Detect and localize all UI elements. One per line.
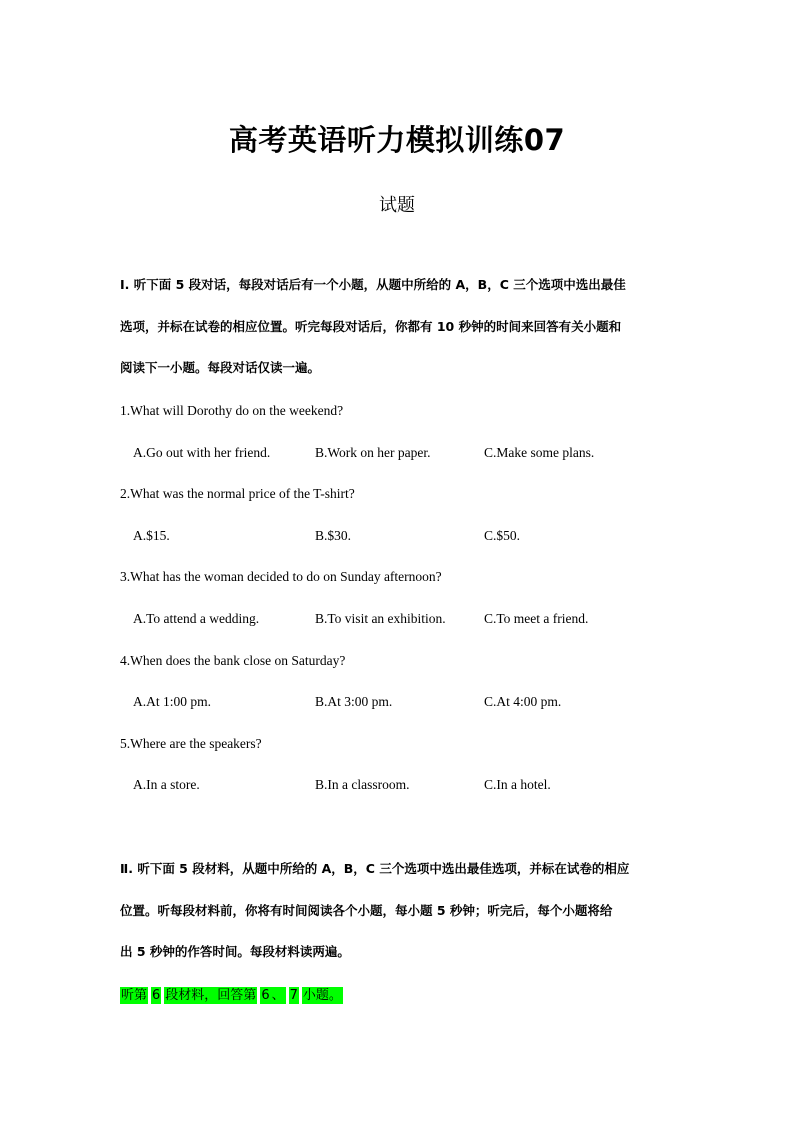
prompt-text: 听第	[121, 988, 148, 1003]
question-3: 3.What has the woman decided to do on Sunday afternoon?	[120, 569, 442, 584]
prompt-separator: 、	[271, 988, 285, 1003]
option-b: B.Work on her paper.	[315, 445, 431, 460]
option-a: A.At 1:00 pm.	[133, 694, 212, 709]
instruction-line: 选项，并标在试卷的相应位置。听完每段对话后，你都有 10 秒钟的时间来回答有关小题和	[120, 318, 622, 334]
question-2: 2.What was the normal price of the T-shirt?	[120, 486, 355, 501]
option-c: C.In a hotel.	[484, 777, 551, 792]
option-b: B.At 3:00 pm.	[315, 694, 393, 709]
option-c: C.$50.	[484, 528, 521, 543]
option-c: C.At 4:00 pm.	[484, 694, 562, 709]
option-c: C.To meet a friend.	[484, 611, 589, 626]
prompt-number: 6	[152, 988, 161, 1003]
question-5: 5.Where are the speakers?	[120, 736, 262, 751]
option-a: A.Go out with her friend.	[133, 445, 271, 460]
option-a: A.$15.	[133, 528, 170, 543]
option-a: A.In a store.	[133, 777, 200, 792]
instruction-line: Ⅰ. 听下面 5 段对话，每段对话后有一个小题，从题中所给的 A，B，C 三个选项中选出最佳	[120, 277, 626, 292]
prompt-number: 6	[261, 988, 270, 1003]
option-b: B.In a classroom.	[315, 777, 410, 792]
document-title: 高考英语听力模拟训练07	[228, 123, 566, 157]
option-c: C.Make some plans.	[484, 445, 595, 460]
option-b: B.$30.	[315, 528, 352, 543]
material-prompt	[120, 984, 343, 1003]
document-subtitle: 试题	[379, 195, 415, 216]
prompt-number: 7	[289, 988, 298, 1003]
prompt-text: 段材料，回答第	[165, 988, 257, 1003]
instruction-line: 出 5 秒钟的作答时间。每段材料读两遍。	[120, 944, 350, 959]
prompt-text: 小题。	[302, 988, 342, 1003]
option-b: B.To visit an exhibition.	[315, 611, 446, 626]
section1-instruction	[120, 264, 676, 389]
instruction-line: 位置。听每段材料前，你将有时间阅读各个小题，每小题 5 秒钟；听完后，每个小题将给	[120, 902, 613, 918]
instruction-line: 阅读下一小题。每段对话仅读一遍。	[120, 360, 321, 375]
option-a: A.To attend a wedding.	[133, 611, 260, 626]
instruction-line: Ⅱ. 听下面 5 段材料，从题中所给的 A，B，C 三个选项中选出最佳选项，并标在试卷的相应	[120, 861, 630, 876]
question-4: 4.When does the bank close on Saturday?	[120, 653, 346, 668]
question-1: 1.What will Dorothy do on the weekend?	[120, 403, 344, 418]
section2-instruction	[120, 848, 676, 973]
